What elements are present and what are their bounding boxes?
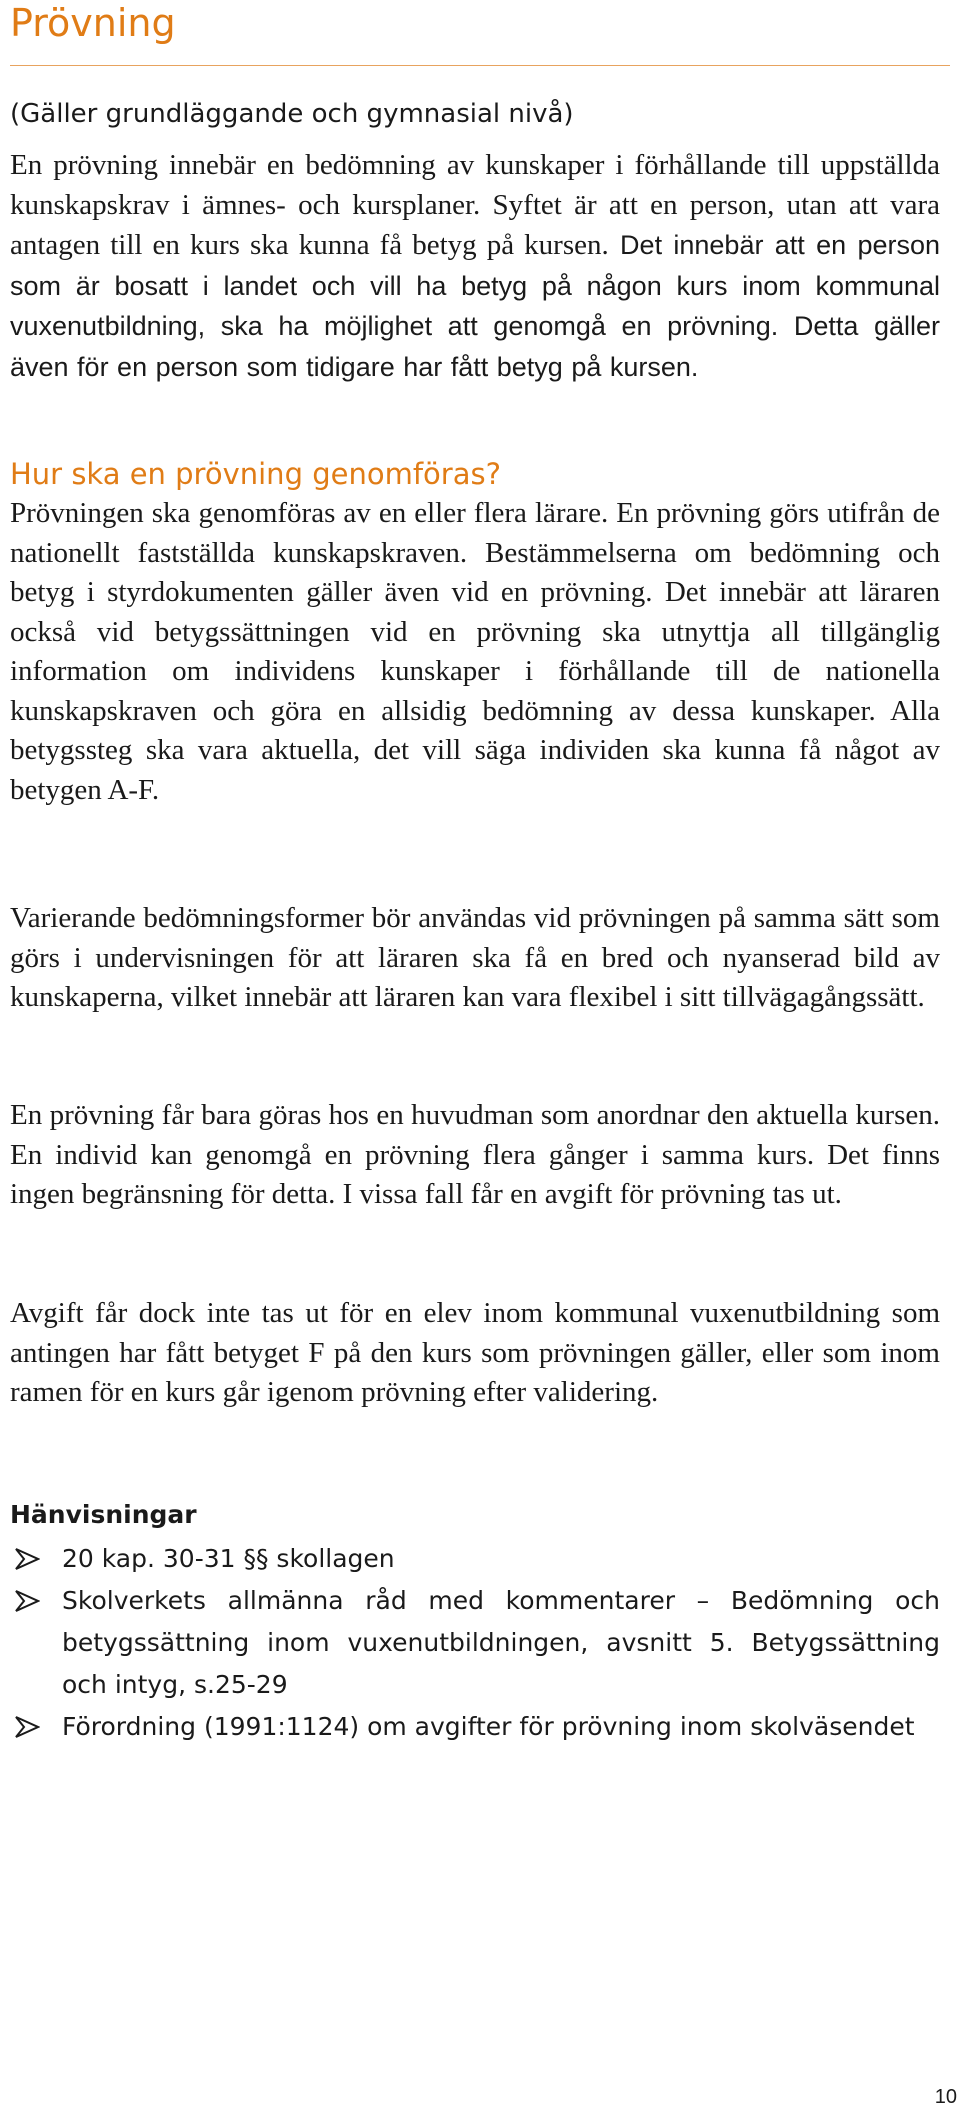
intro-text-serif: En prövning innebär en bedömning av kunskaper i förhållande till uppställda kunskapskrav i ämnes- och kursplaner. Syftet är att en person, utan att vara antagen till en kurs ska kunna få betyg på kursen. bbox=[10, 149, 940, 261]
how-text-1: Prövningen ska genomföras av en eller flera lärare. En prövning görs utifrån de nationellt fastställda kunskapskraven. Bestämmelserna om bedömning och betyg i styrdokumenten gäller även vid en prövning. bbox=[10, 497, 940, 608]
page-number: 10 bbox=[934, 2086, 957, 2108]
provider-paragraph: En prövning får bara göras hos en huvudman som anordnar den aktuella kursen. En individ kan genomgå en prövning flera gånger i samma kurs. Det finns ingen begränsning för detta. I vissa fall får en avgift för prövning tas ut. bbox=[10, 1099, 940, 1210]
reference-text: 20 kap. 30-31 §§ skollagen bbox=[62, 1544, 395, 1573]
arrow-icon bbox=[14, 1589, 40, 1613]
page-title: Prövning bbox=[10, 1, 176, 45]
reference-text: Förordning (1991:1124) om avgifter för prövning inom skolväsendet bbox=[62, 1712, 915, 1741]
reference-item bbox=[10, 1580, 940, 1706]
references-list bbox=[10, 1538, 940, 1748]
fee-paragraph: Avgift får dock inte tas ut för en elev inom kommunal vuxenutbildning som antingen har fått betyget F på den kurs som prövningen gäller, eller som inom ramen för en kurs går igenom prövning efter validering. bbox=[10, 1297, 940, 1408]
arrow-icon bbox=[14, 1547, 40, 1571]
references-title: Hänvisningar bbox=[10, 1500, 197, 1529]
reference-item bbox=[10, 1706, 940, 1748]
reference-item bbox=[10, 1538, 940, 1580]
how-text-2: Det innebär att läraren också vid betygssättningen vid en prövning ska utnyttja all tillgänglig information om individens kunskaper i förhållande till de nationella kunskapskraven och göra en allsidig bedömning av dessa kunskaper. Alla betygssteg ska vara aktuella, det vill säga individen ska kunna få något av betygen A-F. bbox=[10, 576, 940, 806]
scope-note: (Gäller grundläggande och gymnasial nivå) bbox=[10, 99, 574, 129]
reference-text: Skolverkets allmänna råd med kommentarer – Bedömning och betygssättning inom vuxenutbildningen, avsnitt 5. Betygssättning och intyg, s.25-29 bbox=[62, 1586, 940, 1699]
arrow-icon bbox=[14, 1715, 40, 1739]
assessment-forms-paragraph: Varierande bedömningsformer bör användas vid prövningen på samma sätt som görs i undervisningen för att läraren ska få en bred och nyanserad bild av kunskaperna, vilket innebär att läraren kan vara flexibel i sitt tillvägagångssätt. bbox=[10, 902, 940, 1013]
intro-paragraph bbox=[10, 146, 940, 387]
title-divider bbox=[10, 65, 950, 66]
section-heading: Hur ska en prövning genomföras? bbox=[10, 457, 501, 491]
how-paragraph bbox=[10, 494, 940, 810]
intro-text-sans: Det innebär att en person som är bosatt i landet och vill ha betyg på någon kurs inom kommunal vuxenutbildning, ska ha möjlighet att genomgå en prövning. Detta gäller även för en person som tidigare har fått betyg på kursen. bbox=[10, 230, 941, 382]
